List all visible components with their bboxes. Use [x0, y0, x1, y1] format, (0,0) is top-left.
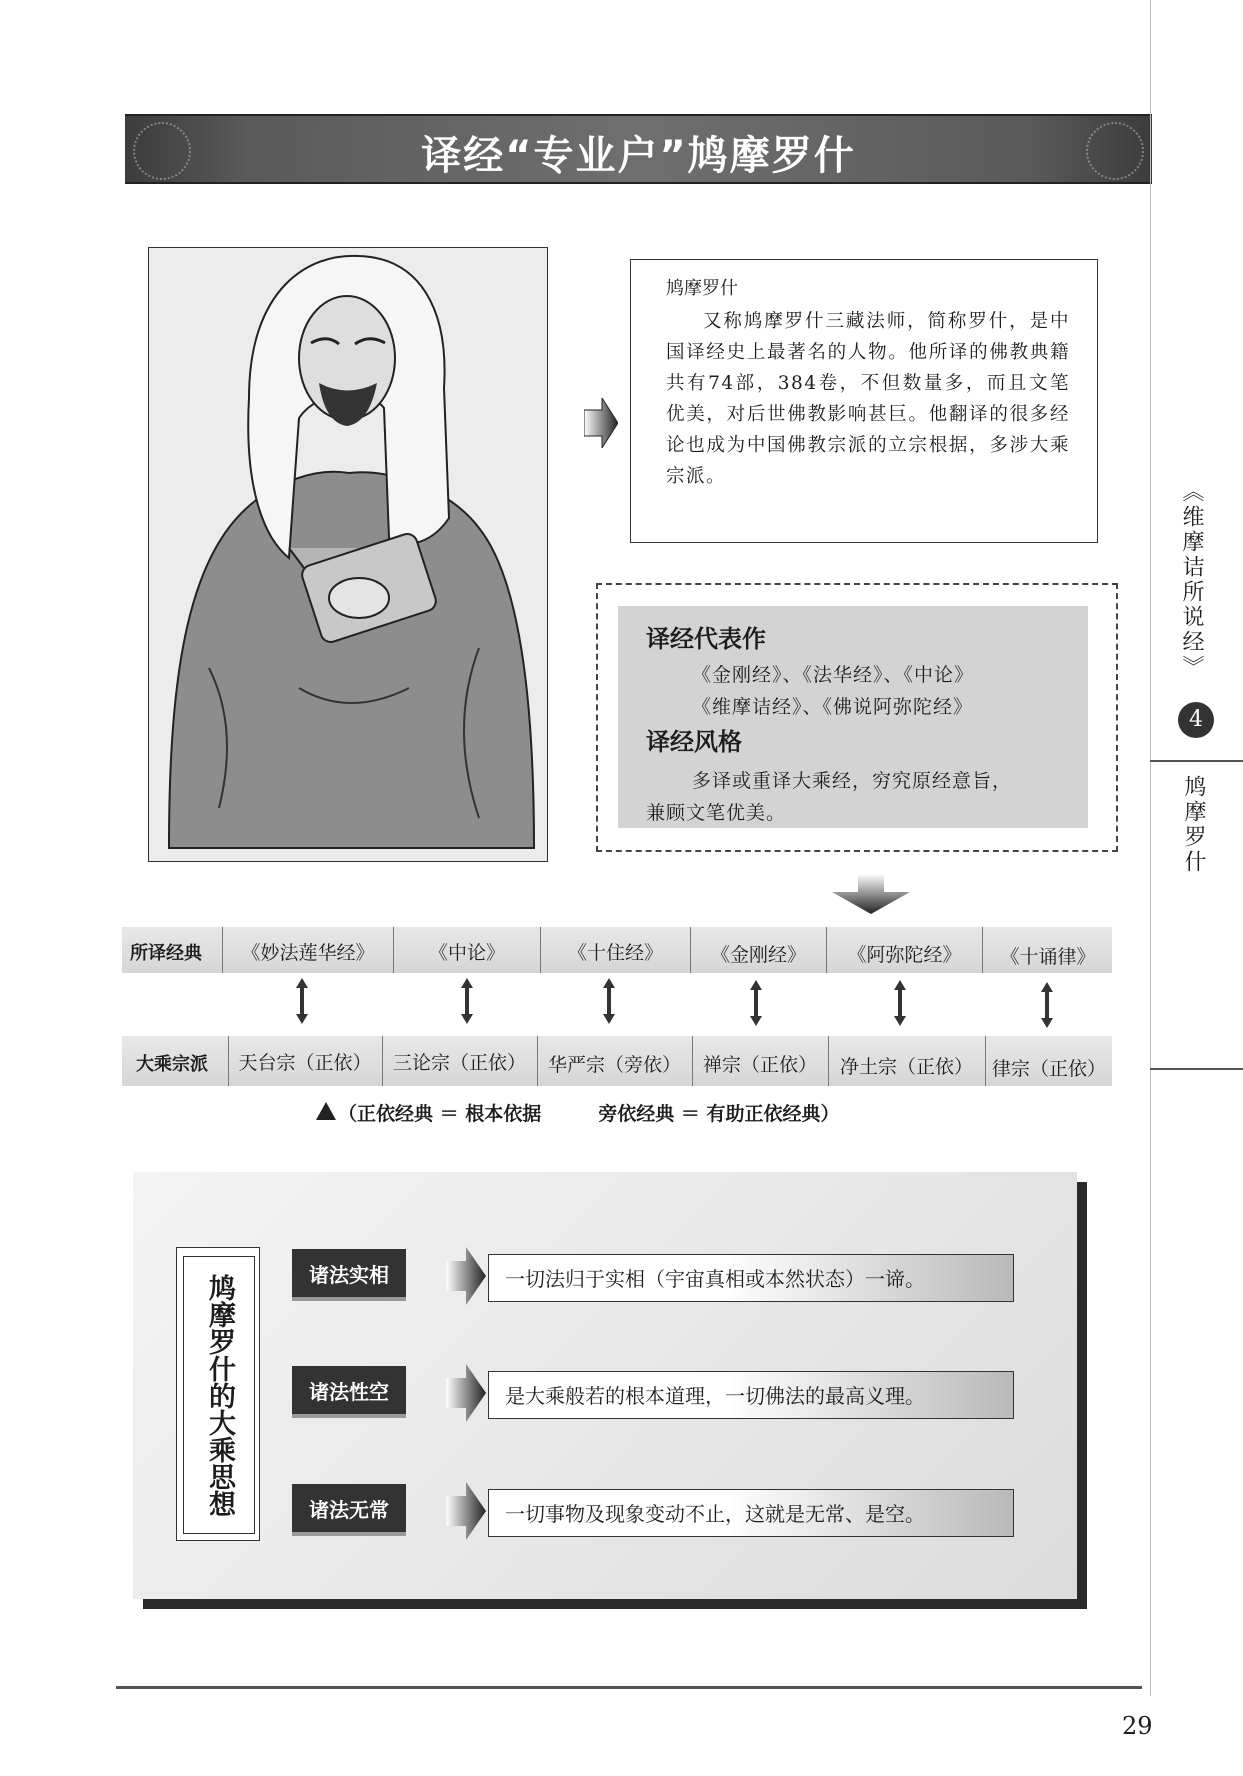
double-arrow-icon: [894, 980, 906, 1026]
style-line-2: 兼顾文笔优美。: [646, 802, 787, 824]
works-heading: 译经代表作: [646, 625, 766, 653]
concept-tag: 诸法实相: [292, 1249, 406, 1301]
sutra-cell: 《金刚经》: [710, 944, 806, 966]
school-cell: 禅宗（正依）: [702, 1054, 817, 1076]
sutra-cell: 《妙法莲华经》: [241, 942, 375, 964]
sutra-cell: 《十诵律》: [1000, 946, 1096, 968]
arrow-right-icon: [584, 398, 618, 448]
portrait-illustration: [148, 247, 548, 862]
table-note: （正依经典 ＝ 根本依据 旁依经典 ＝ 有助正依经典）: [338, 1103, 840, 1125]
intro-text: 又称鸠摩罗什三藏法师，简称罗什，是中国译经史上最著名的人物。他所译的佛教典籍共有74部，384卷，不但数量多，而且文笔优美，对后世佛教影响甚巨。他翻译的很多经论也成为中国佛教宗派的立宗根据，多涉大乘宗派。: [666, 311, 1070, 487]
double-arrow-icon: [603, 978, 615, 1024]
thought-title: 鸠摩罗什的大乘思想: [183, 1256, 255, 1534]
arrow-right-icon: [446, 1482, 486, 1540]
sutra-row-header: 所译经典: [130, 943, 202, 964]
concept-desc: 一切法归于实相（宇宙真相或本然状态）一谛。: [488, 1254, 1014, 1302]
sutra-cell: 《十住经》: [567, 942, 663, 964]
monk-figure-image: [149, 248, 547, 861]
divider: [540, 927, 541, 973]
arrow-right-icon: [446, 1364, 486, 1422]
double-arrow-icon: [750, 980, 762, 1026]
school-cell: 华严宗（旁依）: [547, 1054, 681, 1076]
double-arrow-icon: [1041, 982, 1053, 1028]
concept-desc: 一切事物及现象变动不止，这就是无常、是空。: [488, 1489, 1014, 1537]
triangle-icon: [316, 1102, 336, 1120]
double-arrow-icon: [296, 978, 308, 1024]
works-line-1: 《金刚经》、《法华经》、《中论》: [692, 664, 975, 686]
school-cell: 净土宗（正依）: [839, 1056, 973, 1078]
concept-desc: 是大乘般若的根本道理，一切佛法的最高义理。: [488, 1371, 1014, 1419]
page-number: 29: [1122, 1712, 1153, 1740]
arrow-right-icon: [446, 1247, 486, 1305]
school-row-header: 大乘宗派: [136, 1054, 208, 1075]
concept-tag: 诸法无常: [292, 1484, 406, 1536]
divider: [826, 927, 827, 973]
footer-rule: [116, 1686, 1142, 1689]
works-line-2: 《维摩诘经》、《佛说阿弥陀经》: [692, 696, 974, 718]
school-cell: 天台宗（正依）: [238, 1052, 372, 1074]
divider: [222, 927, 223, 973]
thought-title-box: [176, 1247, 260, 1541]
intro-box: [630, 259, 1098, 543]
double-arrow-icon: [461, 978, 473, 1024]
school-cell: 三论宗（正依）: [392, 1052, 526, 1074]
arrow-down-icon: [832, 874, 910, 914]
chapter-title: 鸠摩罗什: [1181, 775, 1206, 875]
divider: [393, 927, 394, 973]
chapter-number-badge: 4: [1178, 702, 1214, 738]
works-box: [596, 583, 1118, 852]
title-banner: [125, 114, 1152, 184]
sutra-cell: 《阿弥陀经》: [847, 944, 962, 966]
chapter-divider-top: [1150, 760, 1243, 762]
style-line-1: 多译或重译大乘经，穷究原经意旨，: [692, 770, 1013, 792]
concept-tag: 诸法性空: [292, 1366, 406, 1418]
works-panel: [618, 606, 1088, 828]
style-heading: 译经风格: [646, 728, 742, 756]
chapter-divider-bottom: [1150, 1068, 1243, 1070]
divider: [982, 927, 983, 973]
intro-name: 鸠摩罗什: [666, 278, 738, 299]
page-title: 译经“专业户”鸠摩罗什: [421, 133, 856, 179]
sutra-cell: 《中论》: [428, 942, 505, 964]
school-cell: 律宗（正依）: [991, 1058, 1106, 1080]
book-title: 《维摩诘所说经》: [1179, 480, 1204, 680]
divider: [690, 927, 691, 973]
page-edge-line: [1150, 0, 1151, 1696]
